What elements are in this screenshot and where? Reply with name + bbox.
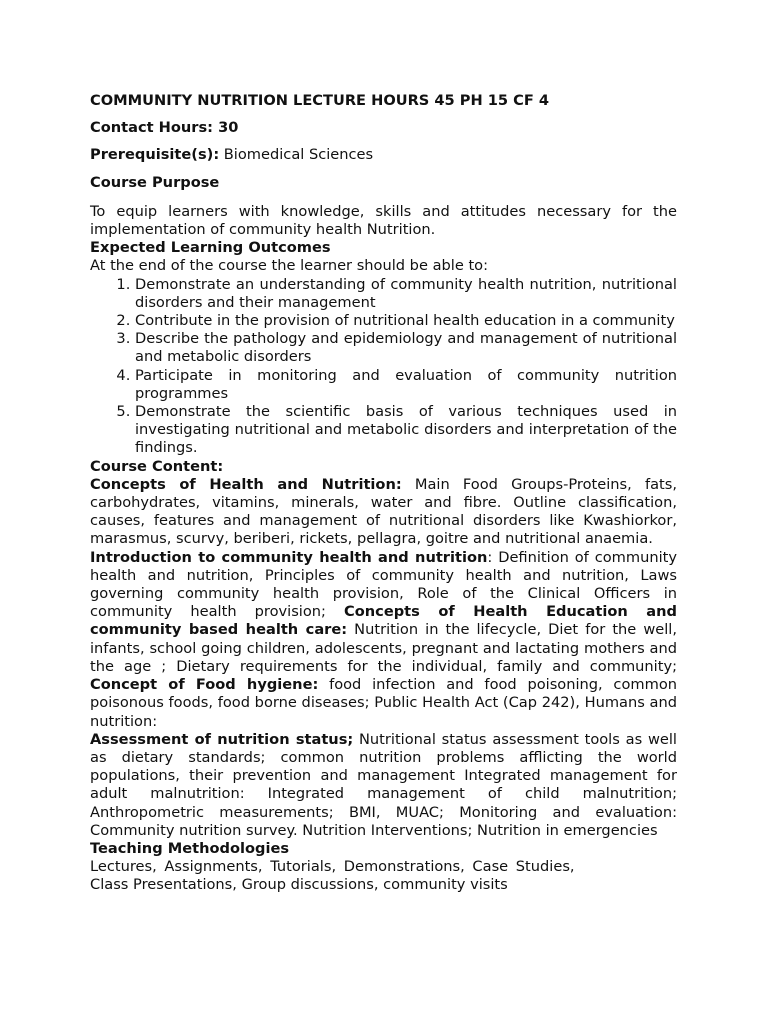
- prerequisites: [90, 146, 677, 164]
- teaching-methods-line: Class Presentations, Group discussions, community visits: [90, 876, 508, 894]
- outcome-item: 5. Demonstrate the scientific basis of various techniques used in investigating nutritional and metabolic disorders and interpretation of the findings.: [135, 403, 677, 458]
- document-page: [90, 92, 677, 895]
- teaching-methods-heading: Teaching Methodologies: [90, 839, 290, 857]
- prerequisite-label: Prerequisite(s):: [90, 146, 220, 164]
- content-paragraph-community-health: [90, 549, 677, 731]
- content-paragraph-assessment: [90, 731, 677, 840]
- outcome-item: 1. Demonstrate an understanding of community health nutrition, nutritional disorders and their management: [135, 276, 677, 312]
- course-purpose-heading: Course Purpose: [90, 173, 220, 191]
- content-text: Nutrition in the lifecycle, Diet for the well, infants, school going children, adolescents, pregnant and lactating mothers and the age ; Dietary requirements for the individual, family and community;: [90, 621, 677, 675]
- outcome-item: 3. Describe the pathology and epidemiology and management of nutritional and metabolic disorders: [135, 330, 677, 366]
- course-title: COMMUNITY NUTRITION LECTURE HOURS 45 PH 15 CF 4: [90, 92, 550, 109]
- outcomes-intro: At the end of the course the learner should be able to:: [90, 257, 489, 275]
- content-subheading: Assessment of nutrition status;: [90, 730, 354, 748]
- content-text: : Definition of community health and nutrition, Principles of community health and nutrition, Laws governing community health provision, Role of the Clinical Officers in community health provision;: [90, 548, 677, 621]
- outcome-item: 2. Contribute in the provision of nutritional health education in a community: [135, 312, 677, 330]
- content-text: Nutritional status assessment tools as well as dietary standards; common nutrition problems afflicting the world populations, their prevention and management Integrated management for adult malnutrition: Integrated management of child malnutrition; Anthropometric measurements; BMI, MUAC; Monitoring and evaluation: Community nutrition survey. Nutrition Interventions; Nutrition in emergencies: [90, 730, 677, 839]
- content-subheading: Concepts of Health and Nutrition:: [90, 475, 402, 493]
- outcomes-list: [90, 276, 677, 458]
- content-paragraph-health-nutrition: [90, 476, 677, 549]
- content-subheading: Introduction to community health and nutrition: [90, 548, 488, 566]
- prerequisite-value: Biomedical Sciences: [219, 146, 374, 164]
- outcome-item: 4. Participate in monitoring and evaluation of community nutrition programmes: [135, 367, 677, 403]
- course-content-heading: Course Content:: [90, 457, 224, 475]
- content-text: Main Food Groups-Proteins, fats, carbohydrates, vitamins, minerals, water and fibre. Outline classification, causes, features and management of nutritional disorders like Kwashiorkor, marasmus, scurvy, beriberi, rickets, pellagra, goitre and nutritional anaemia.: [90, 475, 677, 548]
- course-purpose-text: To equip learners with knowledge, skills and attitudes necessary for the implementation of community health Nutrition.: [90, 202, 677, 239]
- content-subheading: Concept of Food hygiene:: [90, 676, 319, 694]
- outcomes-heading: Expected Learning Outcomes: [90, 239, 331, 257]
- content-subheading: Concepts of Health Education and community based health care:: [90, 603, 677, 639]
- teaching-methods-line: Lectures, Assignments, Tutorials, Demonstrations, Case Studies,: [90, 858, 575, 876]
- content-text: food infection and food poisoning, common poisonous foods, food borne diseases; Public Health Act (Cap 242), Humans and nutrition:: [90, 676, 677, 730]
- contact-hours: Contact Hours: 30: [90, 119, 239, 137]
